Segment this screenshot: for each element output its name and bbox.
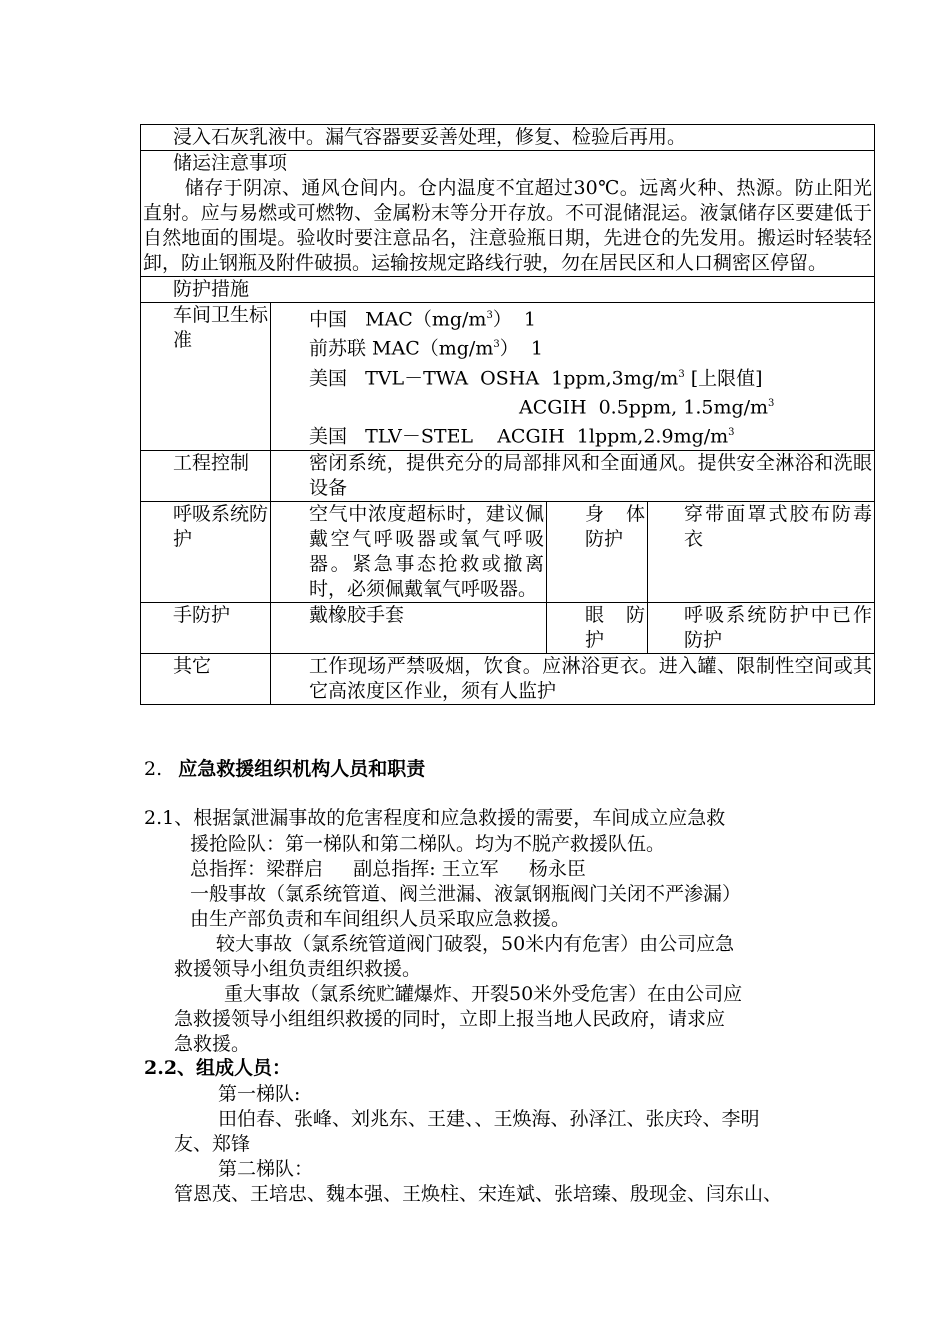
- table-row: [141, 602, 875, 653]
- hygiene-standards: 中国 $MAC(mg/m^3)$ 1 前苏联 $MAC(mg/m^3)$ 1 美国 TVL－TWA OSHA $1ppm,3mg/m^3$ [上限值] ACGIH 0.5ppm, $1.5mg/m^3$ 美国 TLV－STEL ACGIH $1lppm,2.9mg/m^3$: [271, 303, 875, 451]
- hand-text: 戴橡胶手套: [271, 602, 547, 653]
- table-row: [141, 653, 875, 704]
- body-text: 穿带面罩式胶布防毒衣: [648, 501, 875, 602]
- section-title: 应急救援组织机构人员和职责: [178, 758, 426, 780]
- hygiene-line-acgih: ACGIH 0.5ppm, 1.5mg/m: [519, 396, 769, 419]
- leak-handling-text: 浸入石灰乳液中。漏气容器要妥善处理，修复、检验后再用。: [141, 125, 875, 151]
- respiratory-label: 呼吸系统防护: [141, 501, 271, 602]
- table-row: [141, 303, 875, 451]
- p21-line: 2.1、根据氯泄漏事故的危害程度和应急救援的需要，车间成立应急救: [144, 807, 726, 829]
- storage-title: 储运注意事项: [173, 152, 288, 174]
- eye-label: 眼 防护: [547, 602, 648, 653]
- engineering-text: 密闭系统，提供充分的局部排风和全面通风。提供安全淋浴和洗眼设备: [271, 450, 875, 501]
- p22-title: 2.2、组成人员：: [144, 1057, 292, 1079]
- p21-line: 由生产部负责和车间组织人员采取应急救援。: [190, 908, 571, 930]
- team2-label: 第二梯队：: [218, 1158, 314, 1180]
- table-row: [141, 450, 875, 501]
- p21-line: 较大事故（氯系统管道阀门破裂，50米内有危害）由公司应急: [216, 933, 735, 955]
- safety-table: [140, 124, 875, 705]
- p21-line: 重大事故（氯系统贮罐爆炸、开裂50米外受危害）在由公司应: [224, 983, 743, 1005]
- respiratory-text: 空气中浓度超标时，建议佩戴空气呼吸器或氧气呼吸器。紧急事态抢救或撤离时，必须佩戴氧气呼吸器。: [271, 501, 547, 602]
- other-text: 工作现场严禁吸烟，饮食。应淋浴更衣。进入罐、限制性空间或其它高浓度区作业，须有人监护: [271, 653, 875, 704]
- other-label: 其它: [141, 653, 271, 704]
- hygiene-line-china: 中国 MAC（mg/m: [309, 308, 487, 331]
- team2-members: 管恩茂、王培忠、魏本强、王焕柱、宋连斌、张培臻、殷现金、闫东山、: [174, 1183, 783, 1205]
- hand-label: 手防护: [141, 602, 271, 653]
- p21-line: 救援领导小组负责组织救援。: [174, 958, 422, 980]
- p21-line: 急救援。: [174, 1033, 251, 1055]
- section-heading: [144, 756, 425, 782]
- hygiene-line-usa-stel: 美国 TLV－STEL ACGIH 1lppm,2.9mg/m: [309, 425, 729, 448]
- engineering-label: 工程控制: [141, 450, 271, 501]
- eye-text: 呼吸系统防护中已作防护: [648, 602, 875, 653]
- table-row: [141, 125, 875, 151]
- p21-line: 急救援领导小组组织救援的同时，立即上报当地人民政府，请求应: [174, 1008, 726, 1030]
- p21-line: 援抢险队：第一梯队和第二梯队。均为不脱产救援队伍。: [190, 833, 666, 855]
- hygiene-label: 车间卫生标准: [141, 303, 271, 451]
- team1-label: 第一梯队:: [218, 1083, 301, 1105]
- section-number: 2.: [144, 758, 163, 780]
- table-row: [141, 501, 875, 602]
- body-label: 身 体防护: [547, 501, 648, 602]
- table-row: [141, 151, 875, 277]
- team1-members-cont: 友、郑锋: [174, 1133, 251, 1155]
- hygiene-line-usa-twa: 美国 TVL－TWA OSHA 1ppm,3mg/m: [309, 366, 679, 389]
- table-row: [141, 277, 875, 303]
- p21-line: 一般事故（氯系统管道、阀兰泄漏、液氯钢瓶阀门关闭不严渗漏）: [190, 883, 742, 905]
- hygiene-line-ussr: 前苏联 MAC（mg/m: [309, 337, 494, 360]
- commander-line: 总指挥：梁群启 副总指挥: 王立军 杨永臣: [190, 858, 586, 880]
- storage-text: 储存于阴凉、通风仓间内。仓内温度不宜超过30℃。远离火种、热源。防止阳光直射。应与易燃或可燃物、金属粉末等分开存放。不可混储混运。液氯储存区要建低于自然地面的围堤。验收时要注意品名，注意验瓶日期，先进仓的先发用。搬运时轻装轻卸，防止钢瓶及附件破损。运输按规定路线行驶，勿在居民区和人口稠密区停留。: [143, 177, 873, 274]
- protection-title: 防护措施: [141, 277, 875, 303]
- team1-members: 田伯春、张峰、刘兆东、王建、、王焕海、孙泽江、张庆玲、李明: [218, 1108, 760, 1130]
